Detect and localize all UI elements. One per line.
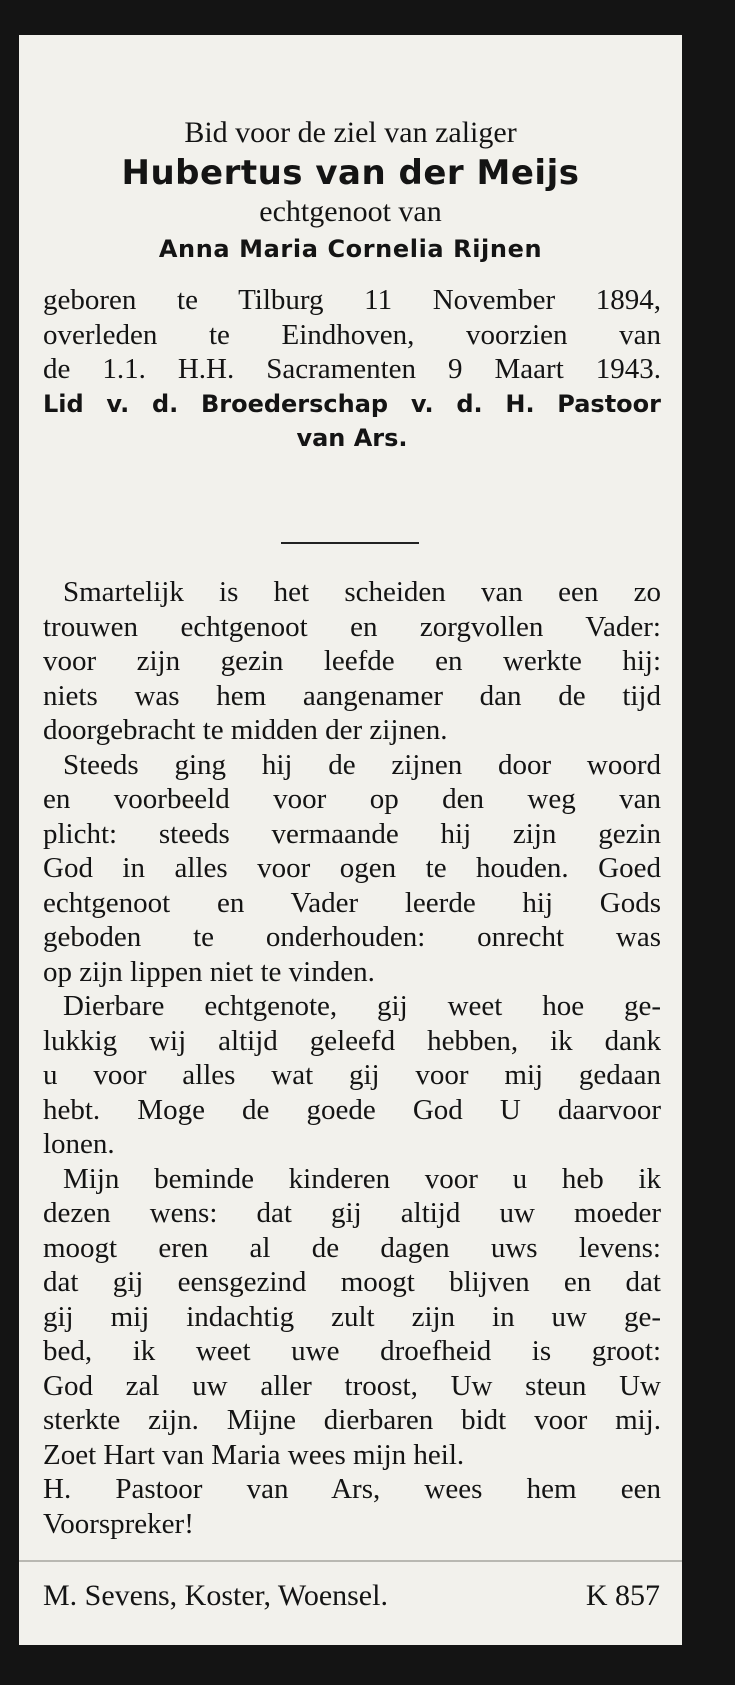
text-line: sterkte zijn. Mijne dierbaren bidt voor mij. — [43, 1404, 661, 1436]
text-line: en voorbeeld voor op den weg van — [43, 783, 661, 815]
text-line: Smartelijk is het scheiden van een zo — [63, 576, 661, 608]
printer-credit: M. Sevens, Koster, Woensel. — [43, 1579, 388, 1612]
footer-divider — [19, 1560, 682, 1562]
details-line-death: overleden te Eindhoven, voorzien van — [43, 318, 661, 351]
spouse-name: Anna Maria Cornelia Rijnen — [158, 235, 543, 263]
text-line: voor zijn gezin leefde en werkte hij: — [43, 645, 661, 677]
text-line: doorgebracht te midden der zijnen. — [43, 714, 448, 746]
details-line-birth: geboren te Tilburg 11 November 1894, — [43, 284, 661, 316]
text-line: dat gij eensgezind moogt blijven en dat — [43, 1266, 661, 1298]
text-line: gij mij indachtig zult zijn in uw ge- — [43, 1300, 661, 1333]
memorial-text — [43, 575, 661, 1541]
text-line: hebt. Moge de goede God U daarvoor — [43, 1093, 661, 1126]
text-line: op zijn lippen niet te vinden. — [43, 955, 375, 988]
text-line: moogt eren al de dagen uws levens: — [43, 1231, 661, 1264]
details-line-sacraments: de 1.1. H.H. Sacramenten 9 Maart 1943. — [43, 353, 661, 385]
text-line: Dierbare echtgenote, gij weet hoe ge- — [63, 990, 661, 1022]
text-line: Mijn beminde kinderen voor u heb ik — [63, 1162, 661, 1195]
text-line: trouwen echtgenoot en zorgvollen Vader: — [43, 610, 661, 643]
header-prayer-line: Bid voor de ziel van zaliger — [184, 116, 517, 149]
text-line: God in alles voor ogen te houden. Goed — [43, 852, 661, 884]
text-line: Steeds ging hij de zijnen door woord — [63, 748, 661, 781]
card-code: K 857 — [585, 1579, 660, 1612]
text-line: lonen. — [43, 1128, 115, 1160]
text-line: plicht: steeds vermaande hij zijn gezin — [43, 817, 661, 850]
text-line: echtgenoot en Vader leerde hij Gods — [43, 886, 661, 919]
text-line: Zoet Hart van Maria wees mijn heil. — [43, 1438, 465, 1471]
biographical-details — [43, 283, 661, 456]
text-line: geboden te onderhouden: onrecht was — [43, 921, 661, 953]
text-line: niets was hem aangenamer dan de tijd — [43, 679, 661, 712]
text-line: God zal uw aller troost, Uw steun Uw — [43, 1369, 661, 1402]
details-line-membership-end: van Ars. — [296, 424, 408, 452]
section-divider — [281, 542, 419, 544]
text-line: H. Pastoor van Ars, wees hem een — [43, 1473, 661, 1505]
text-line: bed, ik weet uwe droefheid is groot: — [43, 1335, 661, 1367]
deceased-name: Hubertus van der Meijs — [121, 153, 580, 193]
text-line: Voorspreker! — [43, 1507, 194, 1540]
text-line: lukkig wij altijd geleefd hebben, ik dank — [43, 1024, 661, 1057]
card-header — [19, 115, 682, 269]
text-line: dezen wens: dat gij altijd uw moeder — [43, 1197, 661, 1229]
memorial-card — [19, 35, 682, 1645]
header-spouse-label: echtgenoot van — [259, 195, 442, 228]
text-line: u voor alles wat gij voor mij gedaan — [43, 1059, 661, 1091]
details-line-membership: Lid v. d. Broederschap v. d. H. Pastoor — [43, 389, 661, 418]
